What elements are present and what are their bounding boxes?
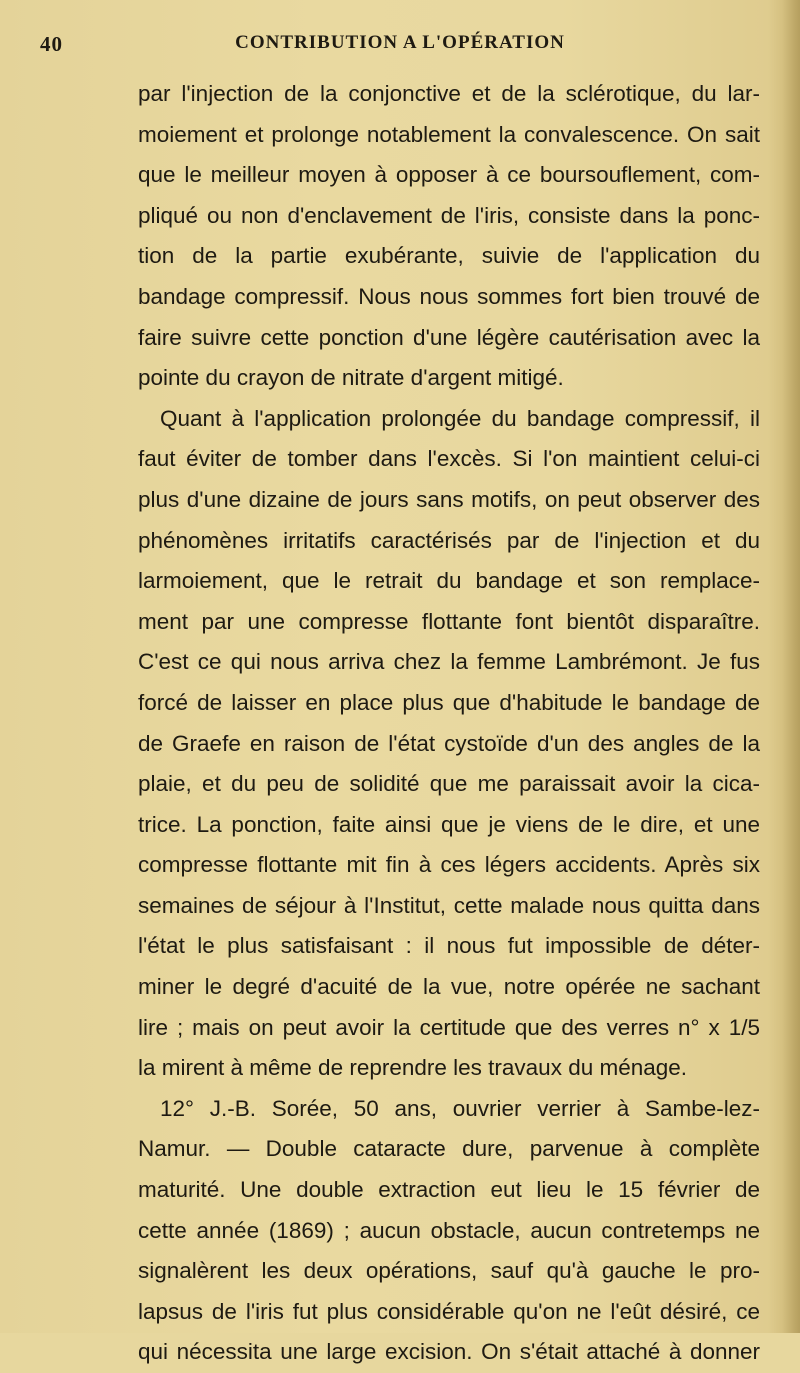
text-line: pliqué ou non d'enclavement de l'iris, consiste dans la ponc- [138, 202, 760, 228]
text-line: faut éviter de tomber dans l'excès. Si l'on maintient celui-ci [138, 446, 760, 472]
body-text [138, 74, 760, 1373]
text-line: maturité. Une double extraction eut lieu le 15 février de [138, 1177, 760, 1203]
text-line: plaie, et du peu de solidité que me paraissait avoir la cica- [138, 771, 760, 797]
text-line: phénomènes irritatifs caractérisés par de l'injection et du [138, 527, 760, 553]
text-line: la mirent à même de reprendre les travaux du ménage. [138, 1055, 688, 1081]
text-line: semaines de séjour à l'Institut, cette malade nous quitta dans [138, 892, 760, 918]
page-edge-shadow [782, 0, 800, 1333]
text-line: compresse flottante mit fin à ces légers accidents. Après six [138, 852, 760, 878]
text-line: tion de la partie exubérante, suivie de l'application du [138, 243, 760, 269]
running-title: CONTRIBUTION A L'OPÉRATION [235, 32, 565, 53]
text-line: lapsus de l'iris fut plus considérable qu'on ne l'eût désiré, ce [138, 1298, 760, 1324]
text-line: pointe du crayon de nitrate d'argent mitigé. [138, 365, 564, 391]
text-line: trice. La ponction, faite ainsi que je viens de le dire, et une [138, 811, 760, 837]
text-line: 12° J.-B. Sorée, 50 ans, ouvrier verrier à Sambe-lez- [160, 1095, 760, 1121]
text-line: plus d'une dizaine de jours sans motifs, on peut observer des [138, 486, 760, 512]
text-line: ment par une compresse flottante font bientôt disparaître. [138, 608, 760, 634]
text-line: Namur. — Double cataracte dure, parvenue à complète [138, 1136, 760, 1162]
text-line: signalèrent les deux opérations, sauf qu'à gauche le pro- [138, 1258, 760, 1284]
page-number: 40 [40, 32, 63, 56]
text-line: que le meilleur moyen à opposer à ce boursouflement, com- [138, 162, 760, 188]
text-line: Quant à l'application prolongée du bandage compressif, il [160, 405, 760, 431]
text-line: miner le degré d'acuité de la vue, notre opérée ne sachant [138, 974, 760, 1000]
text-line: lire ; mais on peut avoir la certitude que des verres n° x 1/5 [138, 1014, 760, 1040]
text-line: l'état le plus satisfaisant : il nous fut impossible de déter- [138, 933, 760, 959]
text-line: larmoiement, que le retrait du bandage et son remplace- [138, 568, 760, 594]
text-line: faire suivre cette ponction d'une légère cautérisation avec la [138, 324, 760, 350]
text-line: qui nécessita une large excision. On s'était attaché à donner [138, 1339, 760, 1365]
text-line: forcé de laisser en place plus que d'habitude le bandage de [138, 689, 760, 715]
running-head [0, 32, 800, 62]
text-line: de Graefe en raison de l'état cystoïde d'un des angles de la [138, 730, 760, 756]
text-line: cette année (1869) ; aucun obstacle, aucun contretemps ne [138, 1217, 760, 1243]
text-line: C'est ce qui nous arriva chez la femme Lambrémont. Je fus [138, 649, 760, 675]
text-line: par l'injection de la conjonctive et de la sclérotique, du lar- [138, 81, 760, 106]
text-line: bandage compressif. Nous nous sommes fort bien trouvé de [138, 283, 760, 309]
text-line: moiement et prolonge notablement la convalescence. On sait [138, 121, 760, 147]
